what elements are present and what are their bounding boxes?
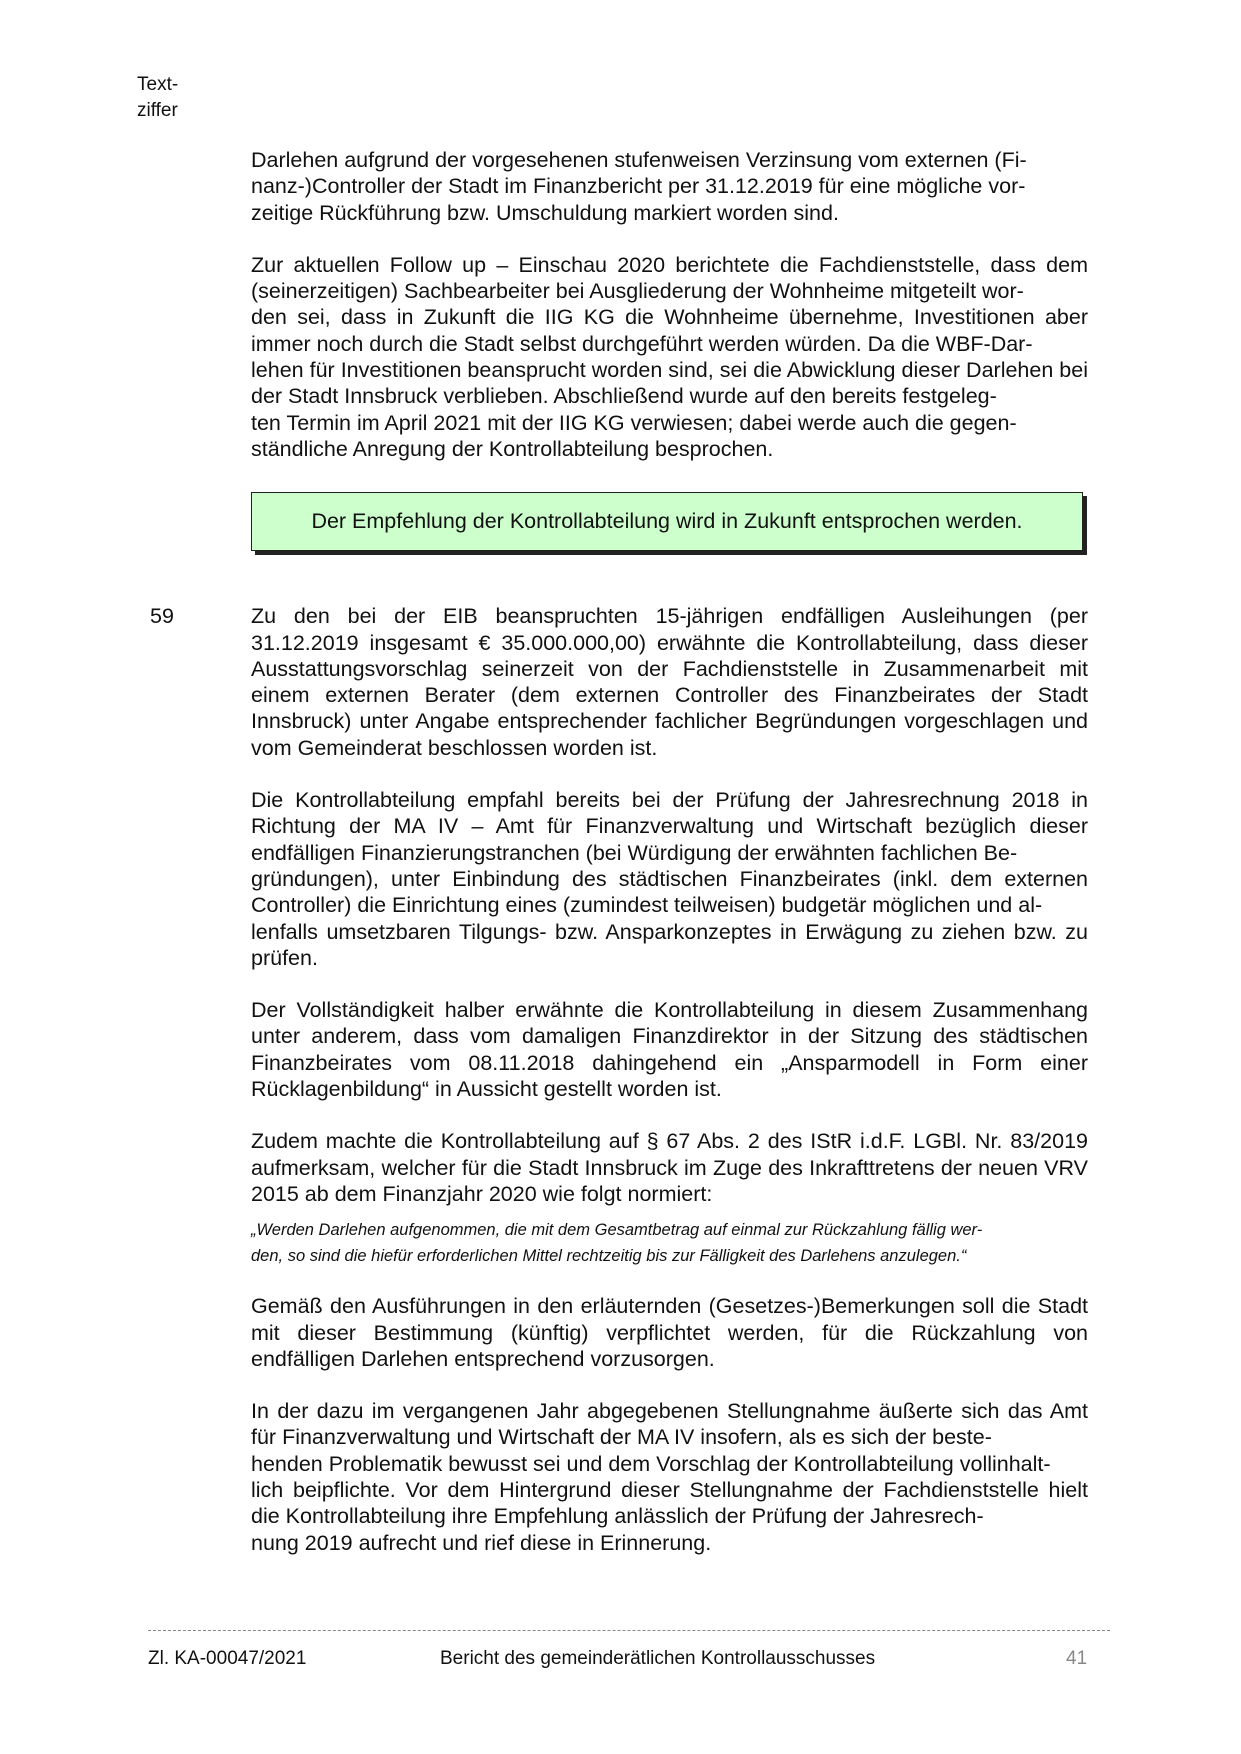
legal-quote: „Werden Darlehen aufgenommen, die mit dem Gesamtbetrag auf einmal zur Rückzahlung fällig wer- den, so sind die hiefür erforderlichen Mittel rechtzeitig bis zur Fälligkeit des Darlehens anzulegen.“ [251,1221,983,1266]
section-59 [150,603,1088,1556]
margin-label-textziffer: Text- ziffer [137,74,179,121]
paragraph: Der Vollständigkeit halber erwähnte die Kontrollabteilung in diesem Zusammenhang unter anderem, dass vom damaligen Finanzdirektor in der Sitzung des städtischen Finanzbeirates vom 08.11.2018 dahingehend ein „Ansparmodell in Form einer Rücklagenbildung“ in Aussicht gestellt worden ist. [251,998,1088,1102]
recommendation-note-box [251,492,1083,551]
section-number: 59 [150,604,174,629]
paragraph: Zu den bei der EIB beanspruchten 15-jährigen endfälligen Ausleihungen (per 31.12.2019 insgesamt € 35.000.000,00) erwähnte die Kontrollabteilung, dass dieser Ausstattungsvorschlag seinerzeit von der Fachdienststelle in Zusammenarbeit mit einem externen Berater (dem externen Controller des Finanzbeirates der Stadt Innsbruck) unter Angabe entsprechender fachlicher Begründungen vorgeschlagen und vom Gemeinderat beschlossen worden ist. [251,604,1088,760]
page-number: 41 [1066,1648,1088,1669]
footer-reference: Zl. KA-00047/2021 [148,1648,307,1669]
paragraph: Gemäß den Ausführungen in den erläuternden (Gesetzes-)Bemerkungen soll die Stadt mit dieser Bestimmung (künftig) verpflichtet werden, für die Rückzahlung von endfälligen Darlehen entsprechend vorzusorgen. [251,1294,1088,1371]
footer-divider [148,1630,1110,1631]
paragraph: Zudem machte die Kontrollabteilung auf § 67 Abs. 2 des IStR i.d.F. LGBl. Nr. 83/2019 aufmerksam, welcher für die Stadt Innsbruck im Zuge des Inkrafttretens der neuen VRV 2015 ab dem Finanzjahr 2020 wie folgt normiert: [251,1129,1088,1206]
paragraph: Darlehen aufgrund der vorgesehenen stufenweisen Verzinsung vom externen (Fi- nanz-)Controller der Stadt im Finanzbericht per 31.12.2019 für eine mögliche vor- zeitige Rückführung bzw. Umschuldung markiert worden sind. [251,148,1027,225]
paragraph: Zur aktuellen Follow up – Einschau 2020 berichtete die Fachdienststelle, dass dem (seinerzeitigen) Sachbearbeiter bei Ausgliederung der Wohnheime mitgeteilt wor- den sei, dass in Zukunft die IIG KG die Wohnheime übernehme, Investitionen aber immer noch durch die Stadt selbst durchgeführt werden würden. Da die WBF-Dar- lehen für Investitionen beansprucht worden sind, sei die Abwicklung dieser Darlehen bei der Stadt Innsbruck verblieben. Abschließend wurde auf den bereits festgeleg- ten Termin im April 2021 mit der IIG KG verwiesen; dabei werde auch die gegen- ständliche Anregung der Kontrollabteilung besprochen. [251,252,1088,461]
paragraph: In der dazu im vergangenen Jahr abgegebenen Stellungnahme äußerte sich das Amt für Finanzverwaltung und Wirtschaft der MA IV insofern, als es sich der beste- henden Problematik bewusst sei und dem Vorschlag der Kontrollabteilung vollinhalt- lich beipflichte. Vor dem Hintergrund dieser Stellungnahme der Fachdienststelle hielt die Kontrollabteilung ihre Empfehlung anlässlich der Prüfung der Jahresrech- nung 2019 aufrecht und rief diese in Erinnerung. [251,1399,1088,1555]
paragraph: Die Kontrollabteilung empfahl bereits bei der Prüfung der Jahresrechnung 2018 in Richtung der MA IV – Amt für Finanzverwaltung und Wirtschaft bezüglich dieser endfälligen Finanzierungstranchen (bei Würdigung der erwähnten fachlichen Be- gründungen), unter Einbindung des städtischen Finanzbeirates (inkl. dem externen Controller) die Einrichtung eines (zumindest teilweisen) budgetär möglichen und al- lenfalls umsetzbaren Tilgungs- bzw. Ansparkonzeptes in Erwägung zu ziehen bzw. zu prüfen. [251,788,1088,970]
page-content [150,147,1088,1582]
recommendation-note-text: Der Empfehlung der Kontrollabteilung wird in Zukunft entsprochen werden. [311,509,1023,534]
footer-title: Bericht des gemeinderätlichen Kontrollausschusses [440,1648,876,1669]
